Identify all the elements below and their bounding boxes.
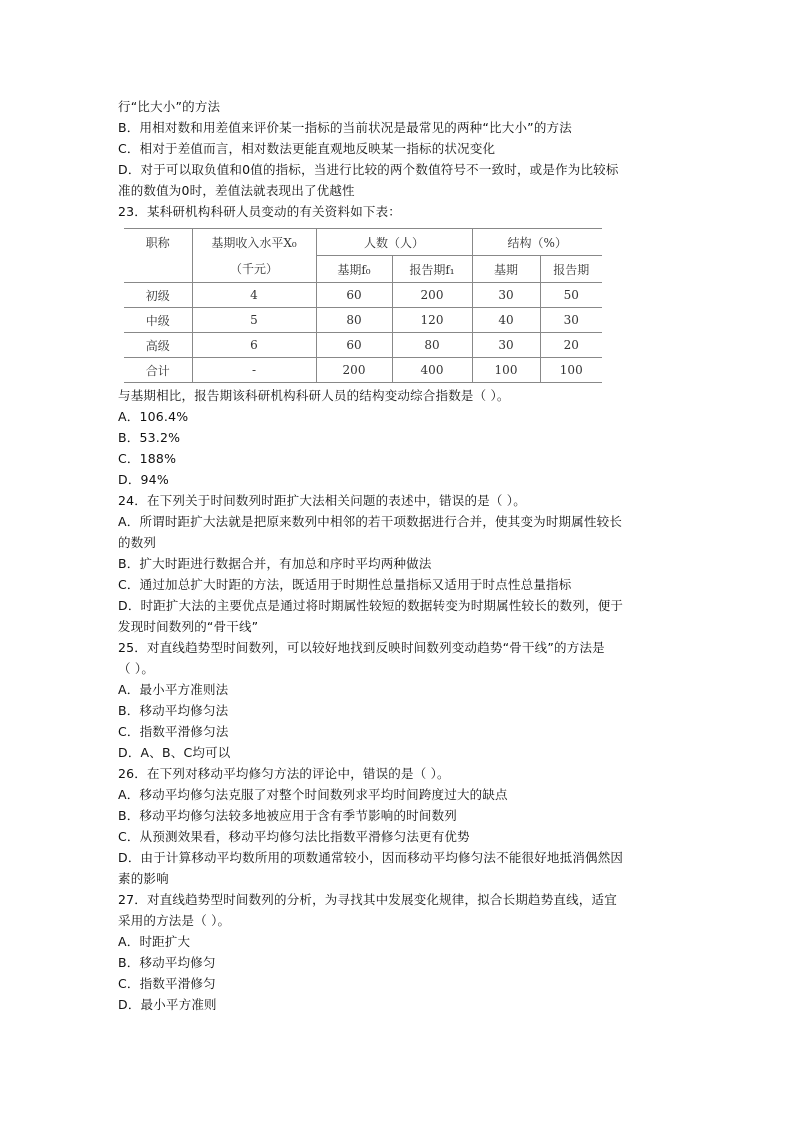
option-line: B．53.2%: [118, 430, 181, 445]
header-income: 基期收入水平X₀: [192, 229, 316, 256]
option-line: A．时距扩大: [118, 934, 191, 949]
option-line: D．94%: [118, 472, 169, 487]
table-cell: 30: [472, 333, 540, 358]
text-line: 采用的方法是（ ）。: [118, 913, 231, 928]
table-cell: 80: [392, 333, 472, 358]
table-cell: 40: [472, 308, 540, 333]
table-cell: 高级: [124, 333, 192, 358]
table-row: [124, 308, 602, 333]
header-base-f: 基期f₀: [316, 256, 392, 283]
table-cell: 5: [192, 308, 316, 333]
header-title: 职称: [124, 229, 192, 256]
question-23-prompt: 与基期相比，报告期该科研机构科研人员的结构变动综合指数是（ ）。: [118, 388, 510, 403]
header-base-s: 基期: [472, 256, 540, 283]
question-25-stem: 25．对直线趋势型时间数列，可以较好地找到反映时间数列变动趋势“骨干线”的方法是: [118, 640, 605, 655]
option-line: C．指数平滑修匀法: [118, 724, 229, 739]
option-line: A．所谓时距扩大法就是把原来数列中相邻的若干项数据进行合并，使其变为时期属性较长: [118, 514, 623, 529]
option-line: 发现时间数列的“骨干线”: [118, 619, 259, 634]
table-cell: 50: [540, 283, 602, 308]
option-line: C．指数平滑修匀: [118, 976, 216, 991]
table-row: [124, 283, 602, 308]
question-27-stem: 27．对直线趋势型时间数列的分析，为寻找其中发展变化规律，拟合长期趋势直线，适宜: [118, 892, 617, 907]
text-line: C．相对于差值而言，相对数法更能直观地反映某一指标的状况变化: [118, 141, 496, 156]
option-line: D．由于计算移动平均数所用的项数通常较小，因而移动平均修匀法不能很好地抵消偶然因: [118, 850, 624, 865]
text-line: （ ）。: [118, 661, 155, 676]
option-line: D．A、B、C均可以: [118, 745, 231, 760]
option-line: 的数列: [118, 535, 157, 550]
table-cell: 80: [316, 308, 392, 333]
option-line: C．188%: [118, 451, 177, 466]
table-cell: 60: [316, 283, 392, 308]
text-line: 准的数值为0时，差值法就表现出了优越性: [118, 183, 355, 198]
question-24-stem: 24．在下列关于时间数列时距扩大法相关问题的表述中，错误的是（ ）。: [118, 493, 526, 508]
text-line: 行“比大小”的方法: [118, 99, 221, 114]
text-line: B．用相对数和用差值来评价某一指标的当前状况是最常见的两种“比大小”的方法: [118, 120, 572, 135]
table-cell: 20: [540, 333, 602, 358]
table-cell: 200: [392, 283, 472, 308]
header-report-s: 报告期: [540, 256, 602, 283]
table-cell: 30: [472, 283, 540, 308]
table-row: [124, 333, 602, 358]
table-cell: 120: [392, 308, 472, 333]
option-line: D．最小平方准则: [118, 997, 217, 1012]
table-cell: 100: [472, 358, 540, 383]
option-line: C．从预测效果看，移动平均修匀法比指数平滑修匀法更有优势: [118, 829, 470, 844]
table-cell: 30: [540, 308, 602, 333]
option-line: C．通过加总扩大时距的方法，既适用于时期性总量指标又适用于时点性总量指标: [118, 577, 572, 592]
option-line: B．移动平均修匀法较多地被应用于含有季节影响的时间数列: [118, 808, 457, 823]
personnel-table: [124, 228, 602, 383]
table-cell: 合计: [124, 358, 192, 383]
option-line: A．移动平均修匀法克服了对整个时间数列求平均时间跨度过大的缺点: [118, 787, 508, 802]
table-cell: 6: [192, 333, 316, 358]
header-title-blank: [124, 256, 192, 283]
question-23-stem: 23．某科研机构科研人员变动的有关资料如下表：: [118, 204, 402, 219]
table-cell: -: [192, 358, 316, 383]
table-row-total: [124, 358, 602, 383]
table-cell: 60: [316, 333, 392, 358]
option-line: A．106.4%: [118, 409, 189, 424]
header-income-unit: （千元）: [192, 256, 316, 283]
option-line: D．时距扩大法的主要优点是通过将时期属性较短的数据转变为时期属性较长的数列，便于: [118, 598, 624, 613]
option-line: B．移动平均修匀法: [118, 703, 229, 718]
table-cell: 初级: [124, 283, 192, 308]
header-people: 人数（人）: [316, 229, 472, 256]
header-structure: 结构（%）: [472, 229, 602, 256]
option-line: 素的影响: [118, 871, 169, 886]
text-line: D．对于可以取负值和0值的指标，当进行比较的两个数值符号不一致时，或是作为比较标: [118, 162, 619, 177]
table-cell: 中级: [124, 308, 192, 333]
table-cell: 200: [316, 358, 392, 383]
option-line: B．移动平均修匀: [118, 955, 216, 970]
table-cell: 100: [540, 358, 602, 383]
table-cell: 4: [192, 283, 316, 308]
option-line: A．最小平方准则法: [118, 682, 229, 697]
header-report-f: 报告期f₁: [392, 256, 472, 283]
table-cell: 400: [392, 358, 472, 383]
option-line: B．扩大时距进行数据合并，有加总和序时平均两种做法: [118, 556, 432, 571]
question-26-stem: 26．在下列对移动平均修匀方法的评论中，错误的是（ ）。: [118, 766, 450, 781]
